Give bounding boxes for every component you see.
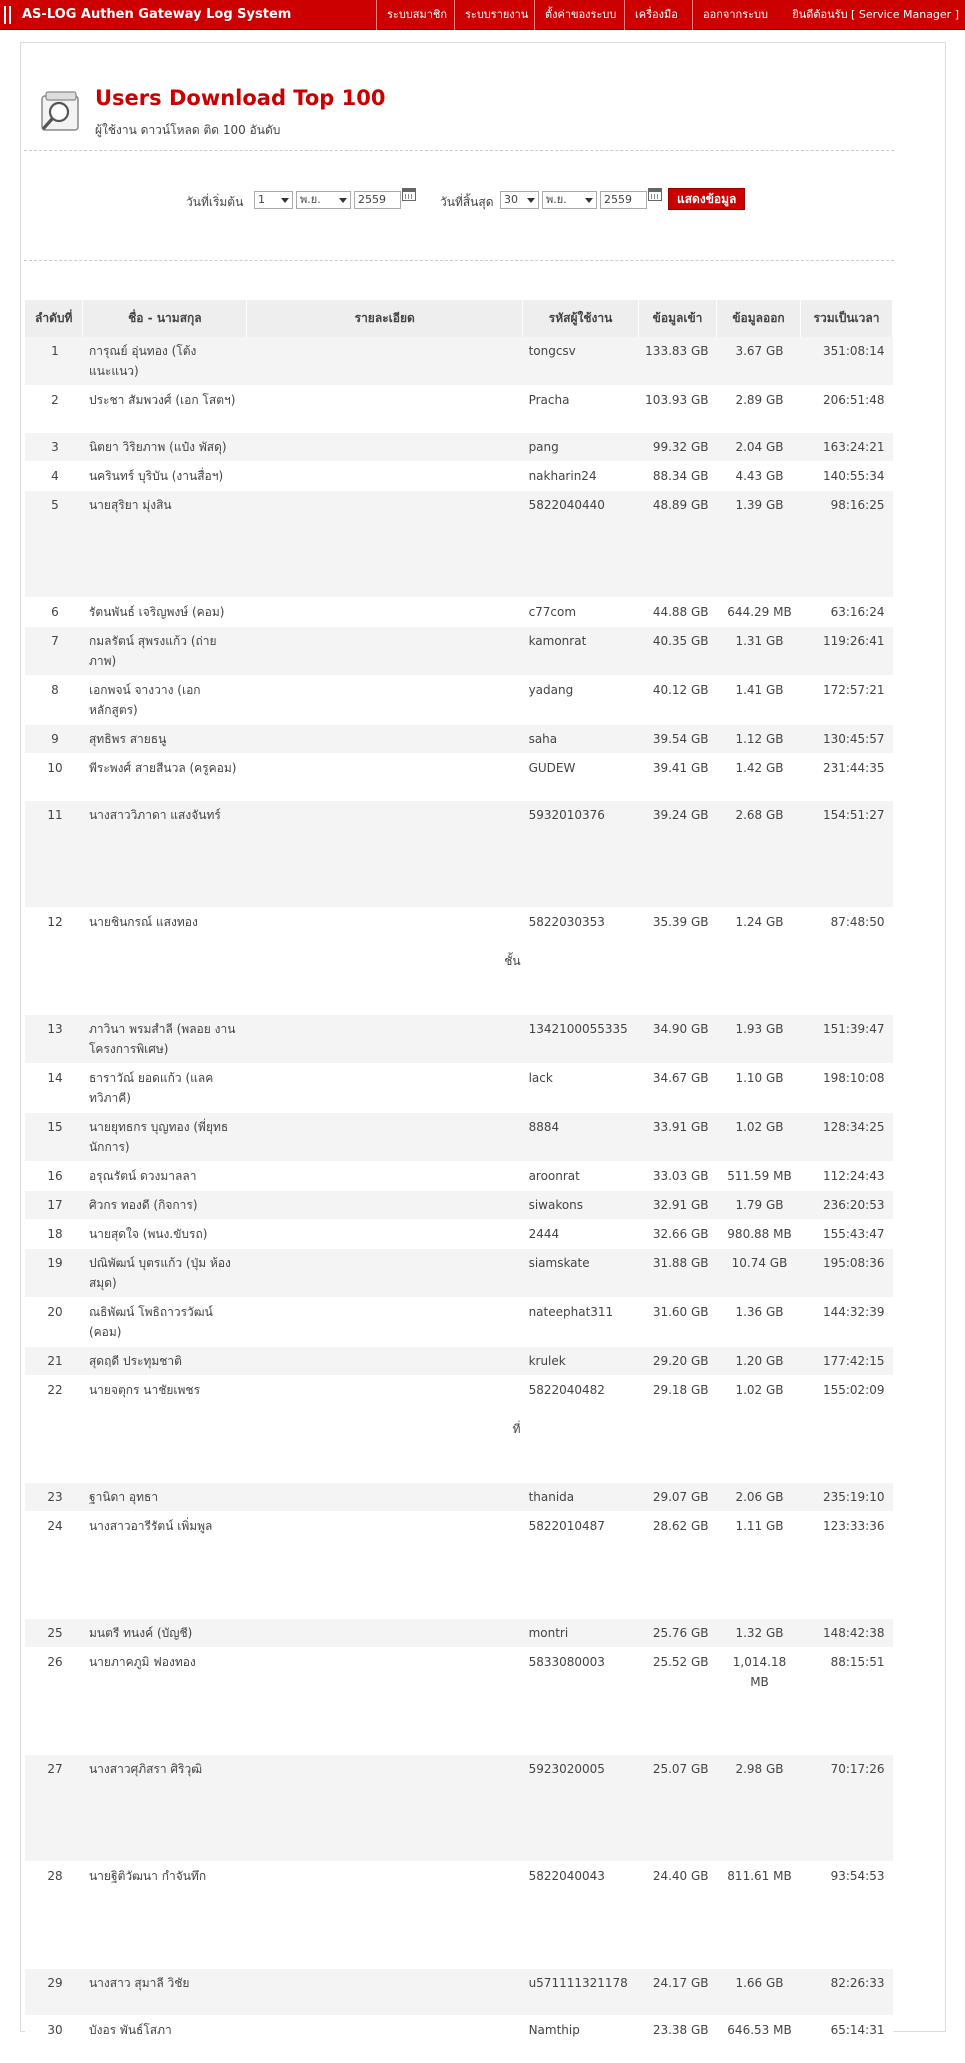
username-cell: aroonrat: [523, 1162, 639, 1191]
rank-cell: 13: [25, 1015, 83, 1064]
rank-cell: 18: [25, 1220, 83, 1249]
rank-cell: 29: [25, 1969, 83, 2016]
rank-cell: 16: [25, 1162, 83, 1191]
total-time-cell: 236:20:53: [800, 1191, 892, 1220]
total-time-cell: 123:33:36: [800, 1512, 892, 1619]
name-cell: นางสาวอารีรัตน์ เพิ่มพูล: [83, 1512, 247, 1619]
total-time-cell: 351:08:14: [800, 337, 892, 386]
username-cell: Pracha: [523, 386, 639, 433]
detail-cell: [247, 386, 523, 433]
total-time-cell: 231:44:35: [800, 754, 892, 801]
report-search-icon: [40, 90, 84, 134]
table-row[interactable]: [25, 1162, 893, 1191]
total-time-cell: 140:55:34: [800, 462, 892, 491]
end-day-select[interactable]: 30: [500, 191, 539, 209]
data-in-cell: 103.93 GB: [639, 386, 717, 433]
total-time-cell: 155:43:47: [800, 1220, 892, 1249]
total-time-cell: 163:24:21: [800, 433, 892, 462]
page-title: Users Download Top 100: [95, 86, 386, 110]
data-out-cell: 1.11 GB: [717, 1512, 801, 1619]
total-time-cell: 172:57:21: [800, 676, 892, 725]
name-cell: ภาวินา พรมสำลี (พลอย งานโครงการพิเศษ): [83, 1015, 247, 1064]
data-in-cell: 33.91 GB: [639, 1113, 717, 1162]
detail-cell: ที่: [247, 1376, 523, 1483]
total-time-cell: 93:54:53: [800, 1862, 892, 1969]
table-row[interactable]: [25, 433, 893, 462]
start-month-select[interactable]: พ.ย.: [296, 191, 351, 209]
name-cell: รัตนพันธ์ เจริญพงษ์ (คอม): [83, 598, 247, 627]
rank-cell: 3: [25, 433, 83, 462]
username-cell: yadang: [523, 676, 639, 725]
detail-cell: [247, 1220, 523, 1249]
data-in-cell: 39.24 GB: [639, 801, 717, 908]
detail-cell: [247, 801, 523, 908]
col-detail: รายละเอียด: [247, 300, 523, 337]
total-time-cell: 87:48:50: [800, 908, 892, 1015]
username-cell: siwakons: [523, 1191, 639, 1220]
data-in-cell: 48.89 GB: [639, 491, 717, 598]
total-time-cell: 130:45:57: [800, 725, 892, 754]
name-cell: เอกพจน์ จางวาง (เอก หลักสูตร): [83, 676, 247, 725]
detail-cell: [247, 1347, 523, 1376]
username-cell: tongcsv: [523, 337, 639, 386]
data-in-cell: 29.18 GB: [639, 1376, 717, 1483]
rank-cell: 8: [25, 676, 83, 725]
data-in-cell: 39.54 GB: [639, 725, 717, 754]
col-data-out: ข้อมูลออก: [717, 300, 801, 337]
username-cell: montri: [523, 1619, 639, 1648]
rank-cell: 6: [25, 598, 83, 627]
data-in-cell: 25.07 GB: [639, 1755, 717, 1862]
data-in-cell: 33.03 GB: [639, 1162, 717, 1191]
username-cell: 2444: [523, 1220, 639, 1249]
data-out-cell: 2.06 GB: [717, 1483, 801, 1512]
data-out-cell: 2.98 GB: [717, 1755, 801, 1862]
table-row[interactable]: [25, 1969, 893, 2016]
data-in-cell: 133.83 GB: [639, 337, 717, 386]
rank-cell: 25: [25, 1619, 83, 1648]
data-out-cell: 1.31 GB: [717, 627, 801, 676]
end-month-select[interactable]: พ.ย.: [542, 191, 597, 209]
detail-cell: [247, 676, 523, 725]
username-cell: 5822040043: [523, 1862, 639, 1969]
data-out-cell: 511.59 MB: [717, 1162, 801, 1191]
data-out-cell: 2.89 GB: [717, 386, 801, 433]
data-in-cell: 32.91 GB: [639, 1191, 717, 1220]
table-row[interactable]: [25, 1015, 893, 1064]
data-in-cell: 31.60 GB: [639, 1298, 717, 1347]
table-row[interactable]: [25, 1512, 893, 1619]
total-time-cell: 154:51:27: [800, 801, 892, 908]
data-in-cell: 25.52 GB: [639, 1648, 717, 1755]
username-cell: saha: [523, 725, 639, 754]
data-out-cell: 3.67 GB: [717, 337, 801, 386]
table-row[interactable]: [25, 801, 893, 908]
detail-cell: [247, 1648, 523, 1755]
username-cell: 8884: [523, 1113, 639, 1162]
total-time-cell: 155:02:09: [800, 1376, 892, 1483]
data-out-cell: 1.10 GB: [717, 1064, 801, 1113]
rank-cell: 14: [25, 1064, 83, 1113]
end-date-label: วันที่สิ้นสุด: [440, 195, 494, 209]
table-row[interactable]: [25, 1648, 893, 1755]
name-cell: นายสุริยา มุ่งสิน: [83, 491, 247, 598]
rank-cell: 30: [25, 2016, 83, 2063]
data-in-cell: 35.39 GB: [639, 908, 717, 1015]
detail-cell: [247, 1862, 523, 1969]
download-table: [25, 300, 893, 2063]
detail-cell: [247, 1969, 523, 2016]
total-time-cell: 148:42:38: [800, 1619, 892, 1648]
detail-cell: [247, 337, 523, 386]
detail-cell: [247, 1483, 523, 1512]
table-row[interactable]: [25, 676, 893, 725]
data-in-cell: 34.90 GB: [639, 1015, 717, 1064]
data-in-cell: 28.62 GB: [639, 1512, 717, 1619]
table-row[interactable]: [25, 1376, 893, 1483]
username-cell: thanida: [523, 1483, 639, 1512]
rank-cell: 15: [25, 1113, 83, 1162]
table-row[interactable]: [25, 1347, 893, 1376]
rank-cell: 2: [25, 386, 83, 433]
table-row[interactable]: [25, 908, 893, 1015]
username-cell: nakharin24: [523, 462, 639, 491]
data-out-cell: 811.61 MB: [717, 1862, 801, 1969]
username-cell: 1342100055335: [523, 1015, 639, 1064]
data-in-cell: 29.20 GB: [639, 1347, 717, 1376]
data-out-cell: 1.02 GB: [717, 1113, 801, 1162]
detail-cell: [247, 1512, 523, 1619]
table-row[interactable]: [25, 1220, 893, 1249]
username-cell: 5822040482: [523, 1376, 639, 1483]
data-out-cell: 1.39 GB: [717, 491, 801, 598]
data-out-cell: 1.79 GB: [717, 1191, 801, 1220]
table-row[interactable]: [25, 2016, 893, 2063]
detail-cell: [247, 1191, 523, 1220]
col-total-time: รวมเป็นเวลา: [800, 300, 892, 337]
data-in-cell: 39.41 GB: [639, 754, 717, 801]
table-row[interactable]: [25, 1619, 893, 1648]
data-out-cell: 1.02 GB: [717, 1376, 801, 1483]
table-row[interactable]: [25, 386, 893, 433]
rank-cell: 19: [25, 1249, 83, 1298]
detail-cell: [247, 1249, 523, 1298]
table-row[interactable]: [25, 627, 893, 676]
page-subtitle: ผู้ใช้งาน ดาวน์โหลด ติด 100 อันดับ: [95, 123, 281, 137]
detail-cell: [247, 433, 523, 462]
rank-cell: 1: [25, 337, 83, 386]
name-cell: ปณิพัฒน์ บุตรแก้ว (ปุ่ม ห้องสมุด): [83, 1249, 247, 1298]
total-time-cell: 65:14:31: [800, 2016, 892, 2063]
data-out-cell: 2.04 GB: [717, 433, 801, 462]
detail-cell: [247, 1113, 523, 1162]
rank-cell: 7: [25, 627, 83, 676]
detail-cell: [247, 1298, 523, 1347]
data-out-cell: 1.24 GB: [717, 908, 801, 1015]
total-time-cell: 177:42:15: [800, 1347, 892, 1376]
data-out-cell: 980.88 MB: [717, 1220, 801, 1249]
name-cell: นายยุทธกร บุญทอง (พี่ยุทธ นักการ): [83, 1113, 247, 1162]
logo-bars: [4, 6, 14, 27]
data-out-cell: 646.53 MB: [717, 2016, 801, 2063]
name-cell: นางสาว สุมาลี วิชัย: [83, 1969, 247, 2016]
username-cell: nateephat311: [523, 1298, 639, 1347]
username-cell: 5822040440: [523, 491, 639, 598]
menu-settings[interactable]: ตั้งค่าของระบบ: [534, 0, 616, 30]
table-row[interactable]: [25, 1064, 893, 1113]
name-cell: ประชา สัมพวงศ์ (เอก โสตฯ): [83, 386, 247, 433]
total-time-cell: 112:24:43: [800, 1162, 892, 1191]
username-cell: GUDEW: [523, 754, 639, 801]
data-out-cell: 1.42 GB: [717, 754, 801, 801]
rank-cell: 12: [25, 908, 83, 1015]
name-cell: การุณย์ อุ่นทอง (โต้ง แนะแนว): [83, 337, 247, 386]
table-body: [25, 337, 893, 2063]
col-name: ชื่อ - นามสกุล: [83, 300, 247, 337]
username-cell: krulek: [523, 1347, 639, 1376]
name-cell: นายภาคภูมิ ฟองทอง: [83, 1648, 247, 1755]
username-cell: lack: [523, 1064, 639, 1113]
table-row[interactable]: [25, 598, 893, 627]
data-out-cell: 2.68 GB: [717, 801, 801, 908]
table-row[interactable]: [25, 1483, 893, 1512]
rank-cell: 23: [25, 1483, 83, 1512]
table-row[interactable]: [25, 725, 893, 754]
data-out-cell: 1.93 GB: [717, 1015, 801, 1064]
name-cell: นายฐิติวัฒนา กำจันทึก: [83, 1862, 247, 1969]
total-time-cell: 144:32:39: [800, 1298, 892, 1347]
end-calendar-icon[interactable]: [648, 188, 662, 201]
detail-cell: [247, 627, 523, 676]
start-calendar-icon[interactable]: [402, 188, 416, 201]
name-cell: นายสุดใจ (พนง.ขับรถ): [83, 1220, 247, 1249]
name-cell: อรุณรัตน์ ดวงมาลลา: [83, 1162, 247, 1191]
name-cell: ศิวกร ทองดี (กิจการ): [83, 1191, 247, 1220]
name-cell: สุดฤดี ประทุมชาติ: [83, 1347, 247, 1376]
data-out-cell: 1.36 GB: [717, 1298, 801, 1347]
table-row[interactable]: [25, 1249, 893, 1298]
rank-cell: 17: [25, 1191, 83, 1220]
table-row[interactable]: [25, 1191, 893, 1220]
table-row[interactable]: [25, 1862, 893, 1969]
data-in-cell: 24.40 GB: [639, 1862, 717, 1969]
table-row[interactable]: [25, 491, 893, 598]
detail-cell: [247, 725, 523, 754]
table-row[interactable]: [25, 1298, 893, 1347]
data-out-cell: 1,014.18 MB: [717, 1648, 801, 1755]
data-in-cell: 29.07 GB: [639, 1483, 717, 1512]
name-cell: นางสาวศุภิสรา ศิริวุฒิ: [83, 1755, 247, 1862]
detail-cell: [247, 462, 523, 491]
rank-cell: 28: [25, 1862, 83, 1969]
detail-cell: [247, 754, 523, 801]
name-cell: นายชินกรณ์ แสงทอง: [83, 908, 247, 1015]
total-time-cell: 235:19:10: [800, 1483, 892, 1512]
rank-cell: 26: [25, 1648, 83, 1755]
end-year-input[interactable]: 2559: [600, 191, 647, 209]
table-row[interactable]: [25, 1113, 893, 1162]
table-row[interactable]: [25, 754, 893, 801]
data-out-cell: 644.29 MB: [717, 598, 801, 627]
data-in-cell: 23.38 GB: [639, 2016, 717, 2063]
name-cell: ณธิพัฒน์ โพธิถาวรวัฒน์ (คอม): [83, 1298, 247, 1347]
start-year-input[interactable]: 2559: [354, 191, 401, 209]
data-out-cell: 1.41 GB: [717, 676, 801, 725]
data-in-cell: 88.34 GB: [639, 462, 717, 491]
username-cell: u571111321178: [523, 1969, 639, 2016]
col-rank: ลำดับที่: [25, 300, 83, 337]
rank-cell: 27: [25, 1755, 83, 1862]
menu-tools[interactable]: เครื่องมือ: [624, 0, 678, 30]
rank-cell: 24: [25, 1512, 83, 1619]
username-cell: 5822010487: [523, 1512, 639, 1619]
name-cell: สุทธิพร สายธนู: [83, 725, 247, 754]
name-cell: นางสาววิภาดา แสงจันทร์: [83, 801, 247, 908]
data-in-cell: 40.35 GB: [639, 627, 717, 676]
divider-top: [24, 150, 894, 151]
name-cell: ฐานิดา อุทธา: [83, 1483, 247, 1512]
show-data-button[interactable]: แสดงข้อมูล: [668, 188, 745, 210]
table-row[interactable]: [25, 1755, 893, 1862]
name-cell: นครินทร์ บุริบัน (งานสื่อฯ): [83, 462, 247, 491]
rank-cell: 9: [25, 725, 83, 754]
name-cell: นายจตุกร นาชัยเพชร: [83, 1376, 247, 1483]
data-out-cell: 1.12 GB: [717, 725, 801, 754]
data-out-cell: 1.20 GB: [717, 1347, 801, 1376]
total-time-cell: 63:16:24: [800, 598, 892, 627]
detail-cell: [247, 2016, 523, 2063]
app-title: AS-LOG Authen Gateway Log System: [22, 7, 292, 22]
welcome-user[interactable]: ยินดีต้อนรับ [ Service Manager ]: [792, 8, 959, 21]
rank-cell: 21: [25, 1347, 83, 1376]
data-in-cell: 40.12 GB: [639, 676, 717, 725]
menu-reports[interactable]: ระบบรายงาน: [454, 0, 528, 30]
col-data-in: ข้อมูลเข้า: [639, 300, 717, 337]
start-day-select[interactable]: 1: [254, 191, 293, 209]
rank-cell: 10: [25, 754, 83, 801]
data-in-cell: 99.32 GB: [639, 433, 717, 462]
total-time-cell: 198:10:08: [800, 1064, 892, 1113]
username-cell: siamskate: [523, 1249, 639, 1298]
name-cell: กมลรัตน์ สุพรงแก้ว (ถ่ายภาพ): [83, 627, 247, 676]
table-row[interactable]: [25, 337, 893, 386]
rank-cell: 20: [25, 1298, 83, 1347]
data-in-cell: 44.88 GB: [639, 598, 717, 627]
total-time-cell: 119:26:41: [800, 627, 892, 676]
data-in-cell: 24.17 GB: [639, 1969, 717, 2016]
total-time-cell: 151:39:47: [800, 1015, 892, 1064]
menu-logout[interactable]: ออกจากระบบ: [692, 0, 768, 30]
table-row[interactable]: [25, 462, 893, 491]
table-header-row: [25, 300, 893, 337]
detail-cell: [247, 1162, 523, 1191]
username-cell: 5923020005: [523, 1755, 639, 1862]
data-in-cell: 25.76 GB: [639, 1619, 717, 1648]
data-out-cell: 4.43 GB: [717, 462, 801, 491]
username-cell: 5833080003: [523, 1648, 639, 1755]
name-cell: พีระพงศ์ สายสีนวล (ครูคอม): [83, 754, 247, 801]
name-cell: บังอร พันธ์โสภา: [83, 2016, 247, 2063]
menu-members[interactable]: ระบบสมาชิก: [376, 0, 447, 30]
total-time-cell: 88:15:51: [800, 1648, 892, 1755]
username-cell: kamonrat: [523, 627, 639, 676]
detail-cell: ชั้น: [247, 908, 523, 1015]
data-in-cell: 31.88 GB: [639, 1249, 717, 1298]
detail-cell: [247, 1619, 523, 1648]
rank-cell: 5: [25, 491, 83, 598]
name-cell: มนตรี ทนงค์ (บัญชี): [83, 1619, 247, 1648]
username-cell: c77com: [523, 598, 639, 627]
rank-cell: 22: [25, 1376, 83, 1483]
name-cell: ธาราวัณ์ ยอดแก้ว (แลค ทวิภาคี): [83, 1064, 247, 1113]
username-cell: pang: [523, 433, 639, 462]
total-time-cell: 195:08:36: [800, 1249, 892, 1298]
data-out-cell: 10.74 GB: [717, 1249, 801, 1298]
username-cell: 5932010376: [523, 801, 639, 908]
username-cell: 5822030353: [523, 908, 639, 1015]
rank-cell: 11: [25, 801, 83, 908]
username-cell: Namthip: [523, 2016, 639, 2063]
data-out-cell: 1.32 GB: [717, 1619, 801, 1648]
start-date-label: วันที่เริ่มต้น: [186, 195, 244, 209]
total-time-cell: 82:26:33: [800, 1969, 892, 2016]
detail-cell: [247, 491, 523, 598]
total-time-cell: 206:51:48: [800, 386, 892, 433]
total-time-cell: 70:17:26: [800, 1755, 892, 1862]
top-navbar: [0, 0, 965, 30]
detail-cell: [247, 1064, 523, 1113]
name-cell: นิตยา วิริยภาพ (แป๋ง พัสดุ): [83, 433, 247, 462]
col-username: รหัสผู้ใช้งาน: [523, 300, 639, 337]
total-time-cell: 128:34:25: [800, 1113, 892, 1162]
detail-cell: [247, 598, 523, 627]
divider-bottom: [24, 260, 894, 261]
total-time-cell: 98:16:25: [800, 491, 892, 598]
data-in-cell: 34.67 GB: [639, 1064, 717, 1113]
data-in-cell: 32.66 GB: [639, 1220, 717, 1249]
detail-cell: [247, 1015, 523, 1064]
data-out-cell: 1.66 GB: [717, 1969, 801, 2016]
detail-cell: [247, 1755, 523, 1862]
rank-cell: 4: [25, 462, 83, 491]
